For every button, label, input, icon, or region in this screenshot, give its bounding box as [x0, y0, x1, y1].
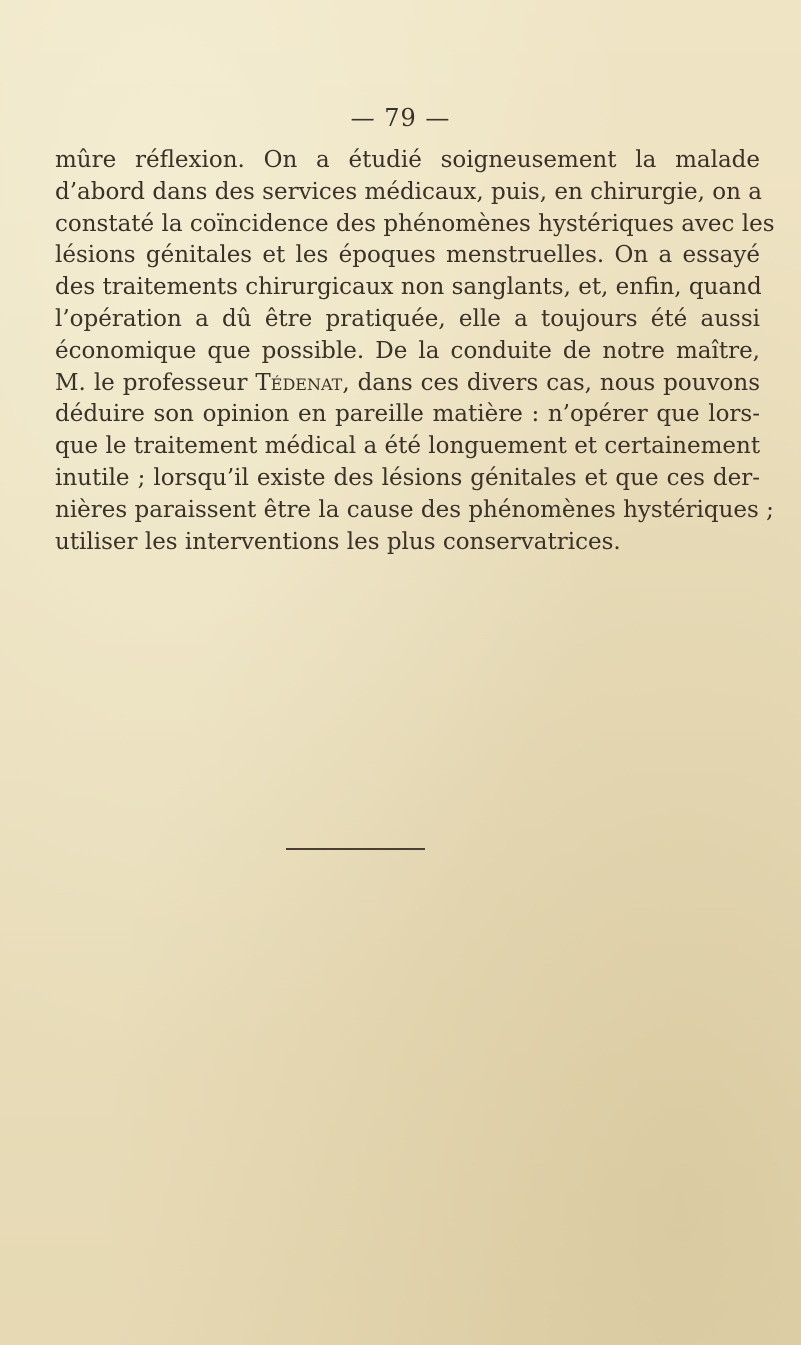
text-line-9: déduire son opinion en pareille matière : n’opérer que lors- — [55, 401, 760, 428]
text-line-10: que le traitement médical a été longuement et certainement — [55, 433, 761, 460]
text-line-2: d’abord dans des services médicaux, puis, en chirurgie, on a — [55, 178, 762, 205]
text-line-7: économique que possible. De la conduite de notre maître, — [55, 337, 760, 364]
section-divider — [286, 848, 425, 850]
text-line-3: constaté la coïncidence des phénomènes hystériques avec les — [55, 210, 775, 237]
text-line-13: utiliser les interventions les plus conservatrices. — [55, 528, 621, 555]
text-line-5: des traitements chirurgicaux non sanglants, et, enfin, quand — [55, 274, 762, 301]
text-line-8-start: M. le professeur — [55, 369, 248, 396]
page-number: — 79 — — [350, 104, 451, 132]
author-name: Tédenat — [255, 369, 343, 396]
text-line-6: l’opération a dû être pratiquée, elle a toujours été aussi — [55, 305, 760, 332]
text-line-11: inutile ; lorsqu’il existe des lésions génitales et que ces der- — [55, 464, 760, 491]
text-line-1: mûre réflexion. On a étudié soigneusement la malade — [55, 147, 760, 173]
text-line-8-end: , dans ces divers cas, nous pouvons — [342, 369, 760, 396]
text-line-8 — [55, 368, 760, 400]
text-line-4: lésions génitales et les époques menstruelles. On a essayé — [55, 242, 760, 269]
text-line-12: nières paraissent être la cause des phénomènes hystériques ; — [55, 496, 774, 523]
body-paragraph — [55, 145, 775, 558]
